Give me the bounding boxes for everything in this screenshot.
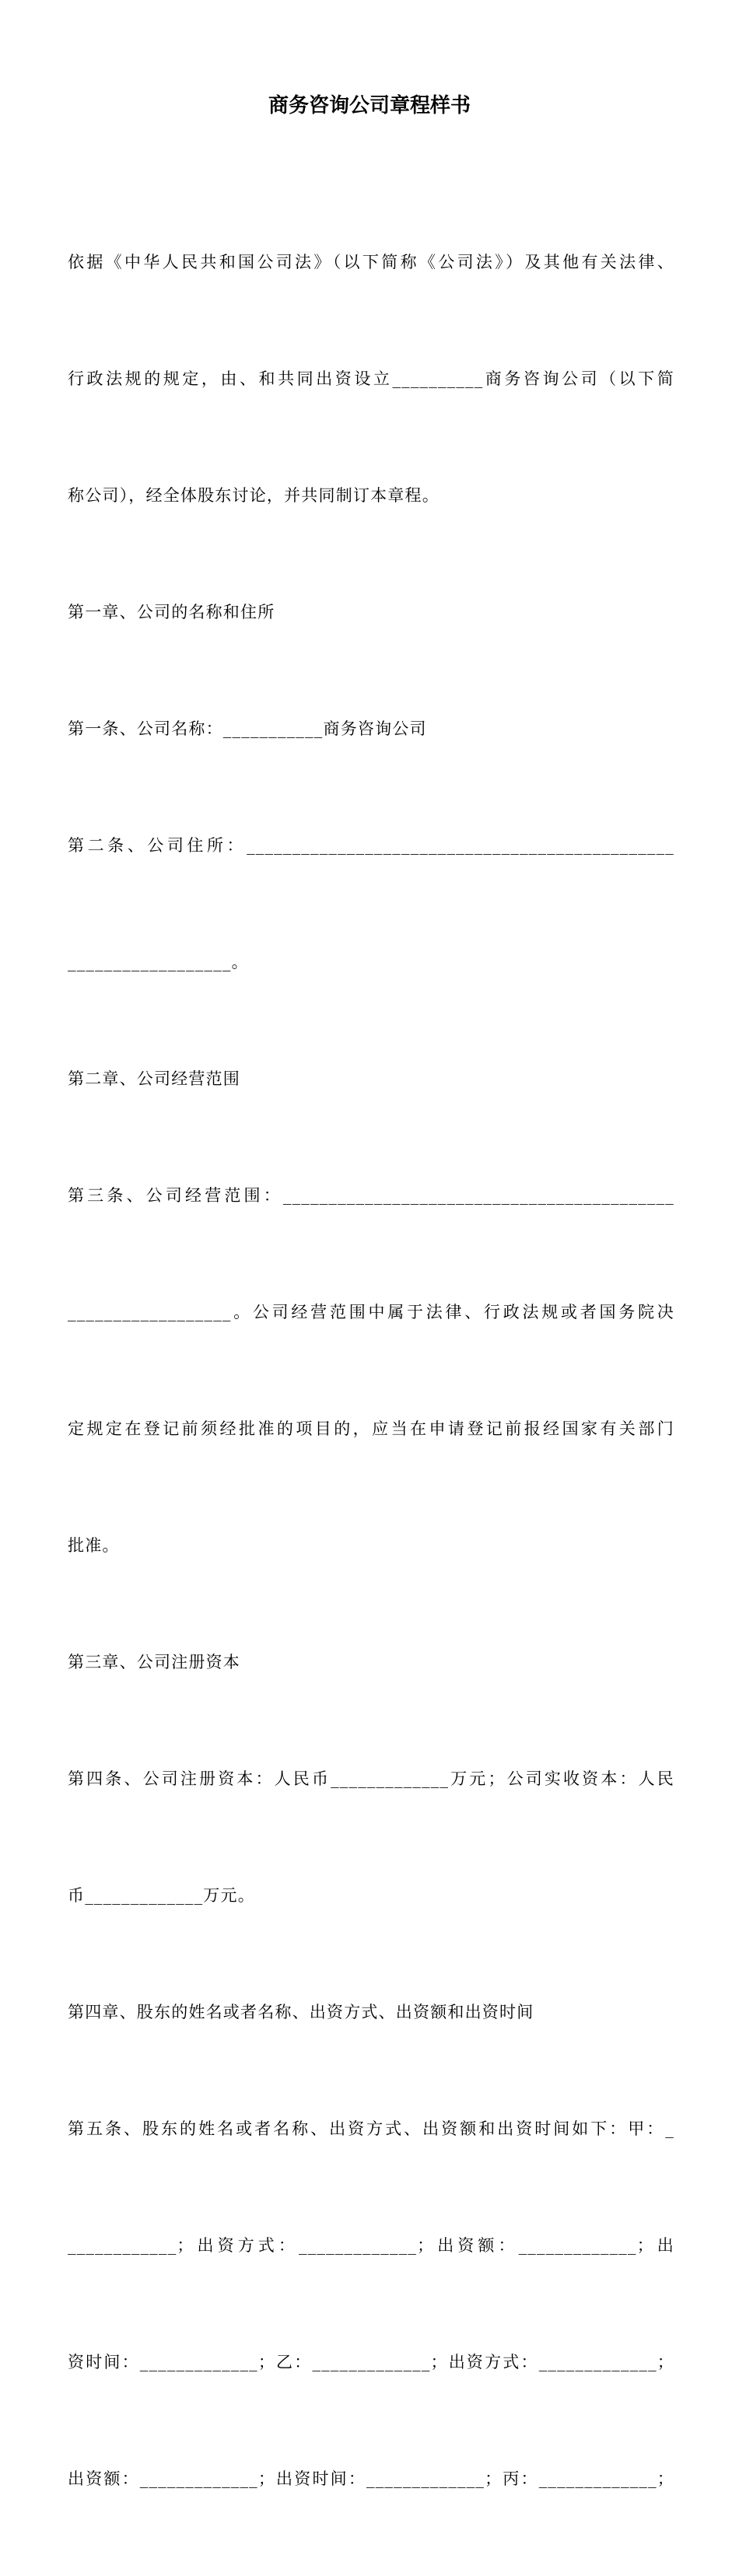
paragraph-line: 依据《中华人民共和国公司法》（以下简称《公司法》）及其他有关法律、 bbox=[68, 253, 674, 271]
paragraph-line: 称公司），经全体股东讨论，并共同制订本章程。 bbox=[68, 486, 440, 505]
chapter-heading: 第一章、公司的名称和住所 bbox=[68, 603, 275, 621]
paragraph-line: 行政法规的规定，由、和共同出资设立__________商务咨询公司（以下简 bbox=[68, 369, 674, 388]
article-line: ____________；出资方式：_____________；出资额：_____________；出 bbox=[68, 2236, 674, 2255]
chapter-heading: 第四章、股东的姓名或者名称、出资方式、出资额和出资时间 bbox=[68, 2003, 534, 2021]
article-line: 第一条、公司名称：___________商务咨询公司 bbox=[68, 719, 427, 738]
article-line: 定规定在登记前须经批准的项目的，应当在申请登记前报经国家有关部门 bbox=[68, 1419, 674, 1438]
document-body bbox=[68, 165, 674, 2576]
article-line: 第四条、公司注册资本：人民币_____________万元；公司实收资本：人民 bbox=[68, 1769, 674, 1788]
article-line: 第二条、公司住所：_______________________________________________ bbox=[68, 836, 674, 855]
article-line: 批准。 bbox=[68, 1536, 120, 1555]
article-line: __________________。公司经营范围中属于法律、行政法规或者国务院决 bbox=[68, 1303, 674, 1321]
document-title: 商务咨询公司章程样书 bbox=[268, 94, 471, 117]
article-line: __________________。 bbox=[68, 953, 249, 971]
article-line: 币_____________万元。 bbox=[68, 1886, 255, 1905]
chapter-heading: 第二章、公司经营范围 bbox=[68, 1069, 240, 1088]
article-line: 资时间：_____________；乙：_____________；出资方式：_____________； bbox=[68, 2353, 674, 2371]
article-line: 第五条、股东的姓名或者名称、出资方式、出资额和出资时间如下：甲：_ bbox=[68, 2119, 674, 2138]
chapter-heading: 第三章、公司注册资本 bbox=[68, 1653, 240, 1671]
article-line: 出资额：_____________；出资时间：_____________；丙：_____________； bbox=[68, 2469, 674, 2488]
article-line: 第三条、公司经营范围：___________________________________________ bbox=[68, 1186, 674, 1205]
